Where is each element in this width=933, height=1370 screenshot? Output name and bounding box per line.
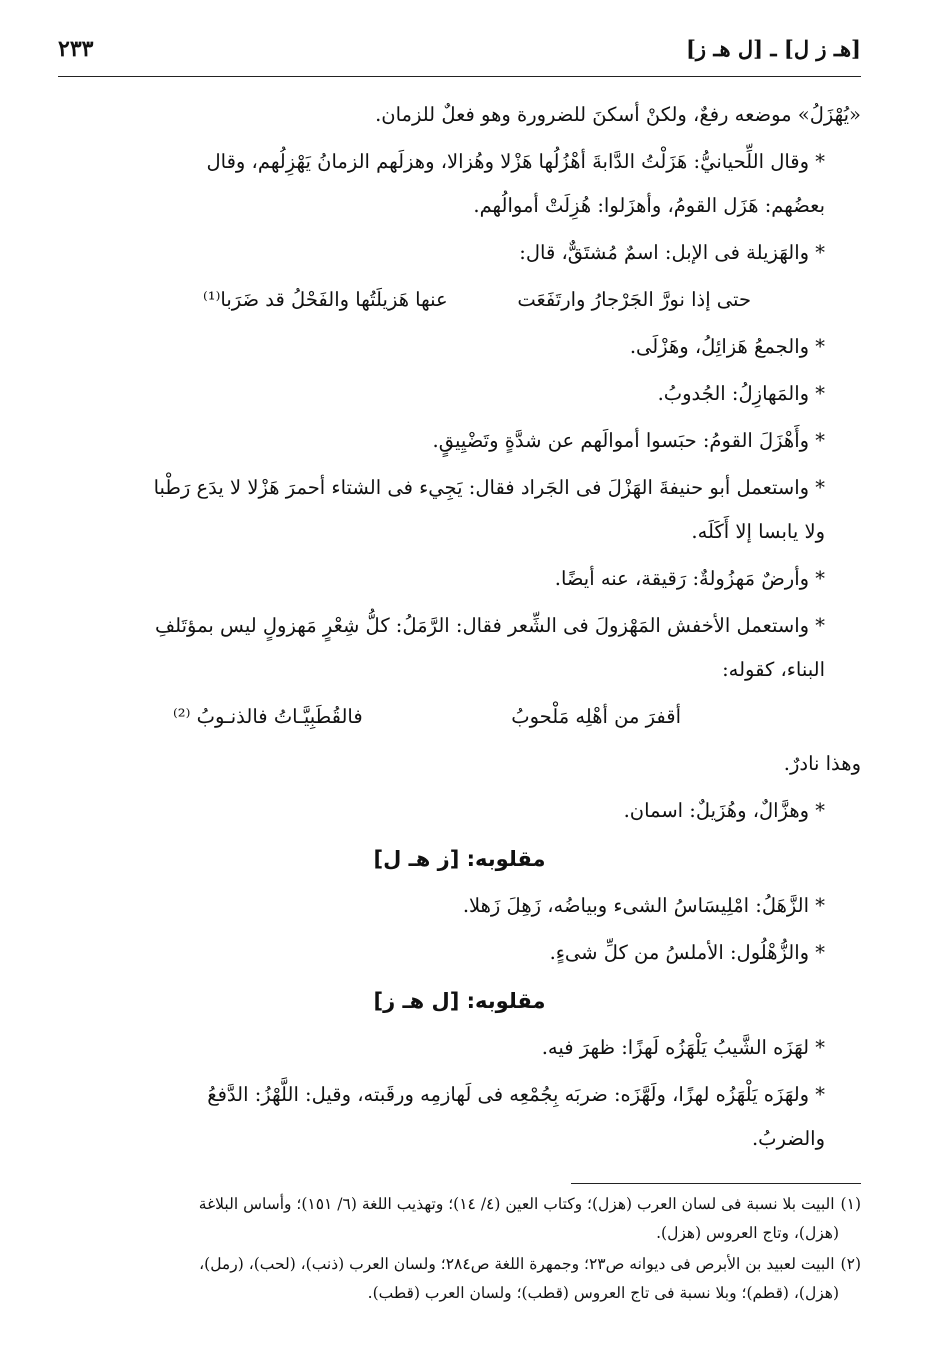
main-text xyxy=(58,93,861,1164)
paragraph: * والجمعُ هَزائِلُ، وهَزْلَى. xyxy=(629,335,825,358)
paragraph xyxy=(58,1073,861,1161)
paragraph-line: ولا يابسا إلا أَكَلَه. xyxy=(691,520,825,543)
footnote-line: البيت لعبيد بن الأبرص فى ديوانه ص٢٣؛ وجمهرة اللغة ص٢٨٤؛ ولسان العرب (ذنب)، (لحب)، (رمل)، xyxy=(199,1255,835,1273)
section-heading: مقلوبه: [ز هـ ل] xyxy=(373,847,546,871)
header-title: [هـ ز ل] ـ [ل هـ ز] xyxy=(685,36,861,61)
poetry-verse xyxy=(58,695,861,739)
verse-first-hemistich: أقفرَ من أهْلِه مَلْحوبُ xyxy=(511,705,681,728)
section-heading: مقلوبه: [ل هـ ز] xyxy=(373,989,546,1013)
footnote-line: (هزل)، (قطم)؛ وبلا نسبة فى تاج العروس (قطب)؛ ولسان العرب (قطب). xyxy=(367,1284,839,1302)
footnote xyxy=(58,1250,861,1308)
footnote-line: (هزل)، وتاج العروس (هزل). xyxy=(656,1224,839,1242)
paragraph: * والمَهازِلُ: الجُدوبُ. xyxy=(657,382,825,405)
paragraph xyxy=(58,140,861,228)
paragraph: * وهزَّالٌ، وهُزَيلٌ: اسمان. xyxy=(623,799,825,822)
footnotes xyxy=(58,1190,861,1310)
paragraph xyxy=(58,604,861,692)
verse-second-hemistich: فالقُطَبِيَّـاتُ فالذنـوبُ ⁽²⁾ xyxy=(173,705,363,728)
paragraph-line: البناء، كقوله: xyxy=(722,658,825,681)
footnote-line: البيت بلا نسبة فى لسان العرب (هزل)؛ وكتاب العين (٤/ ١٤)؛ وتهذيب اللغة (٦/ ١٥١)؛ وأساس البلاغة xyxy=(198,1195,835,1213)
verse-first-hemistich: حتى إذا نورَّ الجَرْجارُ وارتَفَعَت xyxy=(517,288,751,311)
paragraph-line: والضربُ. xyxy=(751,1127,825,1150)
paragraph xyxy=(58,466,861,554)
footnote-divider xyxy=(571,1183,861,1184)
paragraph: * وأَهْزَلَ القومُ: حبَسوا أموالَهم عن شدَّةٍ وتَضْيِيقٍ. xyxy=(432,429,825,452)
paragraph: «يُهْزَلُ» موضعه رفعٌ، ولكنْ أسكنَ للضرورة وهو فعلٌ للزمان. xyxy=(375,103,861,126)
paragraph: * الزَّهَلُ: امْلِيسَاسُ الشىء وبياضُه، زَهِلَ زَهلا. xyxy=(462,894,825,917)
poetry-verse xyxy=(58,278,861,322)
footnote-number: (١) xyxy=(840,1195,861,1213)
paragraph: * وأرضٌ مَهزُولةٌ: رَقيقة، عنه أيضًا. xyxy=(554,567,825,590)
paragraph-line: * واستعمل أبو حنيفةَ الهَزْلَ فى الجَراد فقال: يَجِيء فى الشتاء أحمرَ هَزْلا لا يدَع رَطْبا xyxy=(153,476,825,499)
paragraph-line: بعضُهم: هَزَل القومُ، وأهزَلوا: هُزِلَتْ أموالُهم. xyxy=(473,194,825,217)
footnote-number: (٢) xyxy=(840,1255,861,1273)
paragraph: * والهَزيلة فى الإبل: اسمٌ مُشتَقٌّ، قال: xyxy=(519,241,825,264)
paragraph: وهذا نادرٌ. xyxy=(783,752,861,775)
paragraph-line: * ولهَزَه يَلْهَزُه لهزًا، ولَهَّزَه: ضربَه بِجُمْعِه فى لَهازمِه ورقَبته، وقيل: اللَّهْزُ: الدَّفعُ xyxy=(207,1083,825,1106)
paragraph: * لهَزَه الشَّيبُ يَلْهَزُه لَهزًا: ظهرَ فيه. xyxy=(541,1036,825,1059)
paragraph: * والزُّهْلُول: الأملسُ من كلِّ شىءٍ. xyxy=(549,941,825,964)
footnote xyxy=(58,1190,861,1248)
verse-second-hemistich: عنها هَزيلَتُها والفَحْلُ قد ضَرَبا⁽¹⁾ xyxy=(203,288,448,311)
running-header xyxy=(58,36,861,77)
paragraph-line: * واستعمل الأخفش المَهْزولَ فى الشِّعر فقال: الرَّمَلُ: كلُّ شِعْرٍ مَهزولٍ ليس بمؤتَلفِ xyxy=(154,614,825,637)
page-number: ٢٣٣ xyxy=(58,36,94,62)
paragraph-line: * وقال اللِّحيانيُّ: هَزَلْتُ الدَّابةَ أهْزُلُها هَزْلا وهُزالا، وهزلَهم الزمانُ يَهْزِلُهم، وقال xyxy=(206,150,825,173)
